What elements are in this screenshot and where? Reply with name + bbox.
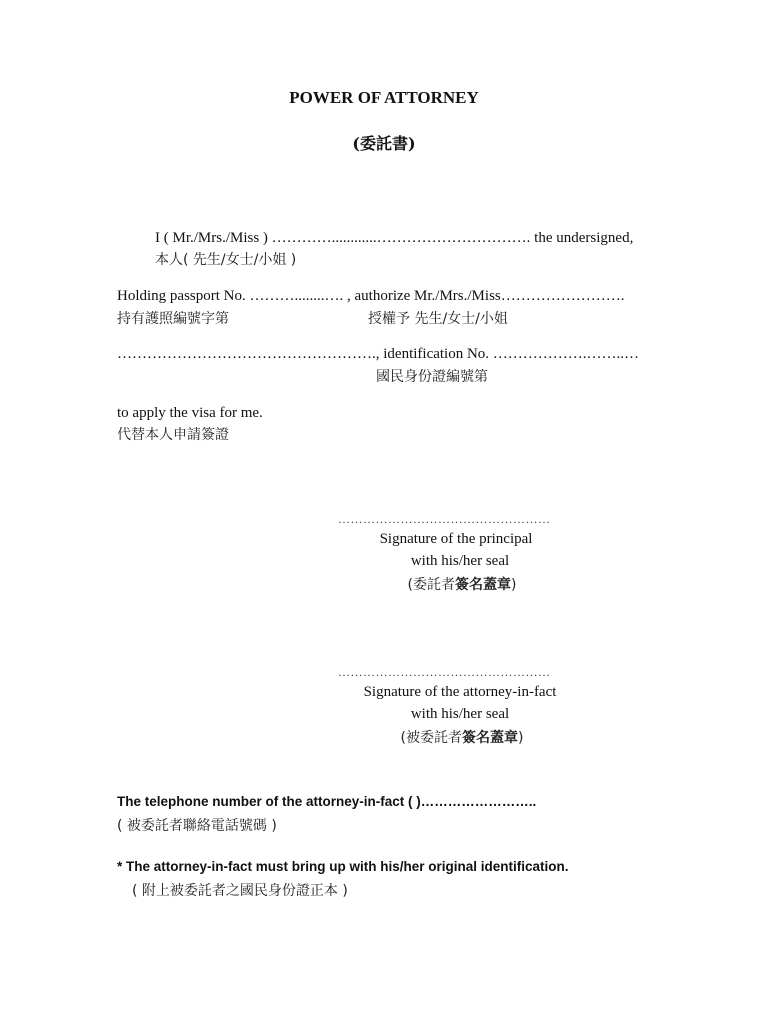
principal-seal-zh-bold: 簽名蓋章 xyxy=(455,577,511,593)
purpose-line: to apply the visa for me. xyxy=(117,405,263,421)
attorney-seal-zh-suffix: ) xyxy=(518,730,524,746)
attorney-signature-label: Signature of the attorney-in-fact xyxy=(363,684,557,700)
principal-name-line-zh: 本人( 先生/女士/小姐 ) xyxy=(155,252,297,268)
attorney-seal-zh-bold: 簽名蓋章 xyxy=(462,730,518,746)
principal-name-line: I ( Mr./Mrs./Miss ) …………............…………………………. the undersigned, xyxy=(155,230,634,246)
document-subtitle: (委託書) xyxy=(352,134,416,153)
identification-line-zh: 國民身份證編號第 xyxy=(376,369,488,385)
principal-signature-label: Signature of the principal xyxy=(379,531,533,547)
authorize-line-zh: 授權予 先生/女士/小姐 xyxy=(368,311,508,327)
attorney-signature-line: …………………………………………… xyxy=(338,665,551,679)
principal-seal-label: with his/her seal xyxy=(410,553,510,569)
principal-seal-zh-prefix: (委託者 xyxy=(407,577,455,593)
identification-note-zh: ( 附上被委託者之國民身份證正本 ) xyxy=(132,883,348,899)
passport-line-zh: 持有護照編號字第 xyxy=(117,311,229,327)
principal-signature-line: …………………………………………… xyxy=(338,512,551,526)
attorney-seal-zh xyxy=(332,727,592,747)
principal-seal-zh xyxy=(332,574,592,594)
attorney-seal-zh-prefix: (被委託者 xyxy=(400,730,462,746)
purpose-line-zh: 代替本人申請簽證 xyxy=(117,427,229,443)
document-title: POWER OF ATTORNEY xyxy=(289,88,479,107)
principal-seal-zh-suffix: ) xyxy=(511,577,517,593)
telephone-line-zh: ( 被委託者聯絡電話號碼 ) xyxy=(117,818,277,834)
attorney-seal-label: with his/her seal xyxy=(410,706,510,722)
telephone-line: The telephone number of the attorney-in-fact ( )…………………….. xyxy=(117,794,537,809)
identification-line: ……………………………………………., identification No. ……………….……..… xyxy=(117,346,640,362)
passport-line: Holding passport No. ………........…. , authorize Mr./Mrs./Miss……………………. xyxy=(117,288,625,304)
identification-note: * The attorney-in-fact must bring up with his/her original identification. xyxy=(117,859,569,874)
